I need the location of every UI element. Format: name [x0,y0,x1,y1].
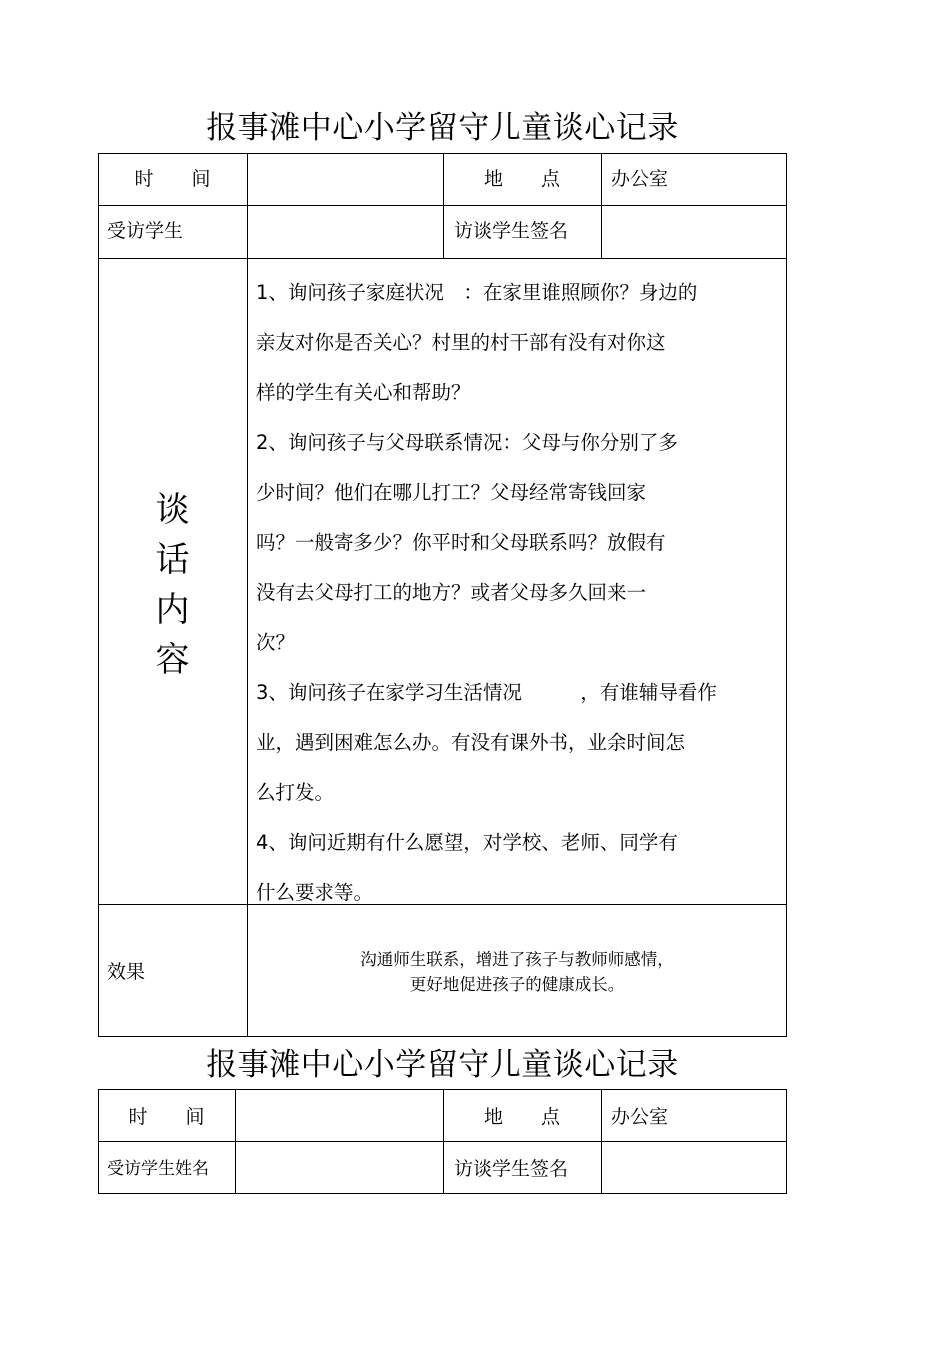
page-title: 报事滩中心小学留守儿童谈心记录 [206,1047,679,1083]
effect-line: 沟通师生联系，增进了孩子与教师师感情， [360,950,674,969]
time-label: 时 间 [134,168,211,190]
talk-label-char: 话 [155,540,190,580]
student-name-value[interactable] [244,1157,434,1181]
time-value[interactable] [256,167,436,191]
content-line: 么打发。 [256,781,335,804]
talk-content-label [98,485,247,685]
talk-label-char: 容 [155,640,190,680]
table-rule [247,153,248,1037]
effect-line: 更好地促进孩子的健康成长。 [409,975,625,994]
content-line: 少时间？他们在哪儿打工？父母经常寄钱回家 [256,481,647,504]
content-line: 2、询问孩子与父母联系情况：父母与你分别了多 [256,431,678,454]
content-line: 没有去父母打工的地方？或者父母多久回来一 [256,581,647,604]
page-title: 报事滩中心小学留守儿童谈心记录 [206,110,679,146]
student-label: 受访学生 [107,220,184,242]
student-name-label: 受访学生姓名 [107,1159,209,1179]
content-line: 什么要求等。 [256,881,374,904]
effect-text [248,947,786,997]
place-label: 地 点 [483,168,560,190]
table-rule [601,1089,602,1194]
content-line: 1、询问孩子家庭状况 ：在家里谁照顾你？身边的 [256,281,698,304]
content-line: 亲友对你是否关心？村里的村干部有没有对你这 [256,331,666,354]
place-value[interactable]: 办公室 [611,168,669,190]
effect-label: 效果 [107,961,146,983]
signature-value[interactable] [611,219,781,243]
place-value[interactable]: 办公室 [611,1106,669,1128]
table-rule [98,258,787,259]
talk-content [256,268,776,918]
content-line: 4、询问近期有什么愿望，对学校、老师、同学有 [256,831,678,854]
content-line: 吗？一般寄多少？你平时和父母联系吗？放假有 [256,531,666,554]
place-label: 地 点 [483,1106,560,1128]
time-label: 时 间 [128,1106,205,1128]
talk-label-char: 谈 [155,490,190,530]
content-line: 次？ [256,631,296,654]
table-rule [235,1089,236,1194]
student-value[interactable] [256,219,436,243]
signature-value[interactable] [611,1157,781,1181]
signature-label: 访谈学生签名 [454,220,569,242]
talk-label-char: 内 [155,590,190,630]
content-line: 3、询问孩子在家学习生活情况 ，有谁辅导看作 [256,681,717,704]
content-line: 业，遇到困难怎么办。有没有课外书，业余时间怎 [256,731,686,754]
table-rule [601,153,602,258]
signature-label: 访谈学生签名 [454,1158,569,1180]
time-value[interactable] [244,1105,434,1129]
content-line: 样的学生有关心和帮助？ [256,381,471,404]
